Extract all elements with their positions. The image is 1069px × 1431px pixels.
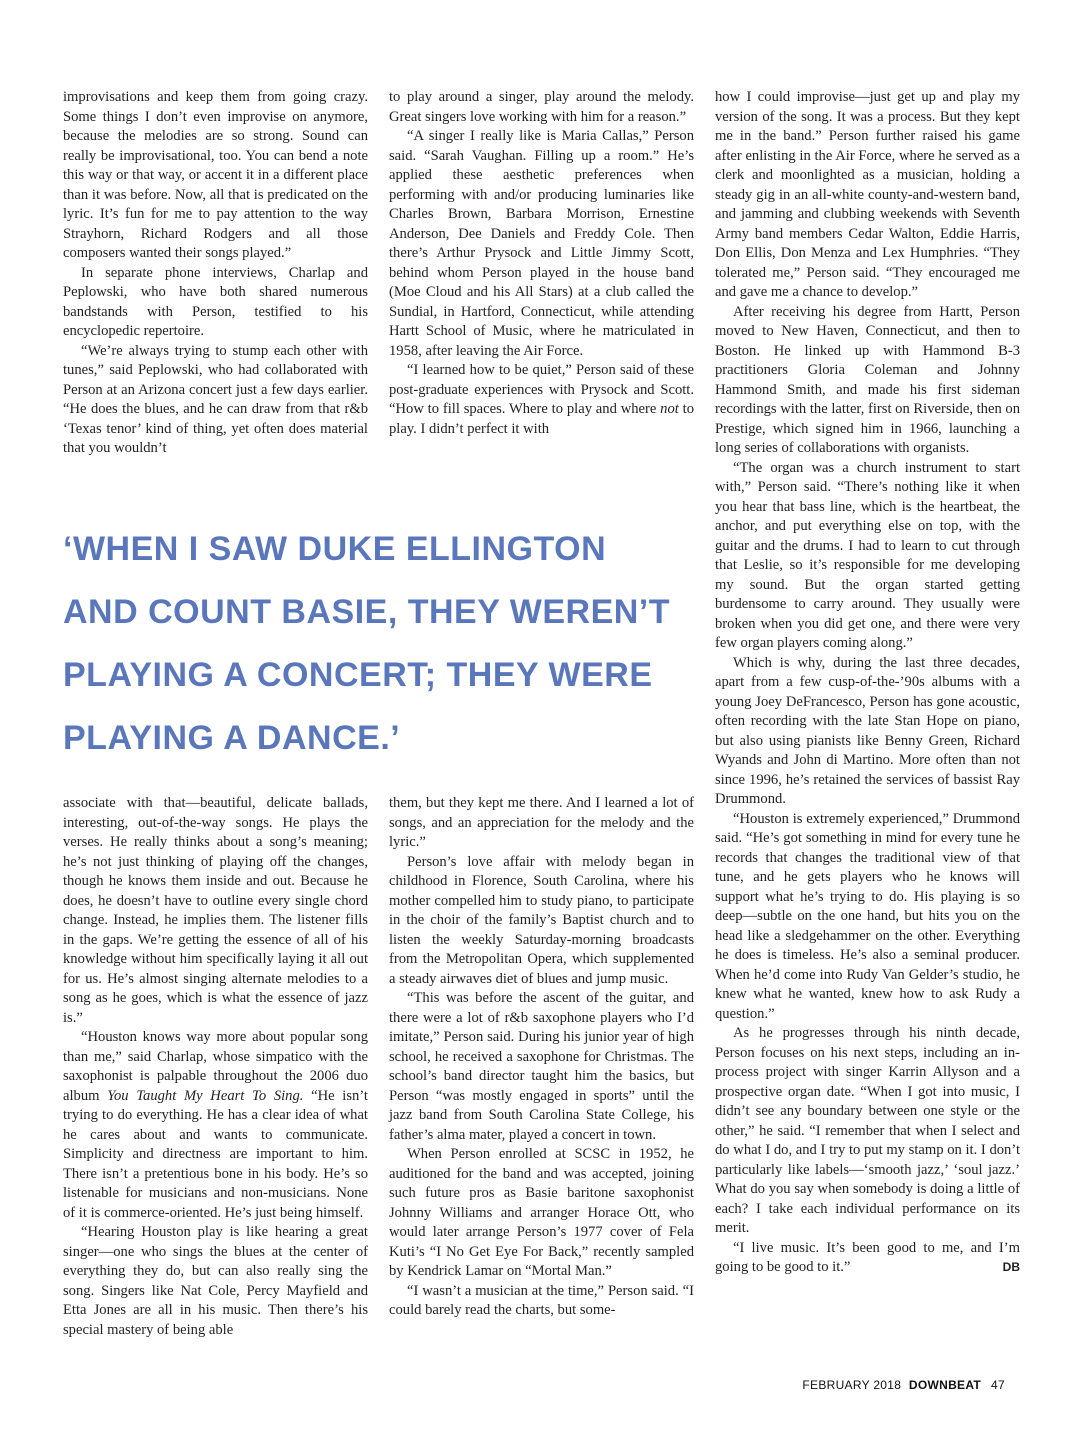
footer-issue-date: FEBRUARY 2018 [802, 1378, 902, 1392]
body-text: “Houston knows way more about popular song than me,” said Charlap, whose simpatico with the saxophonist is palpable throughout the 2006 duo album [63, 1029, 368, 1104]
body-text: improvisations and keep them from going crazy. Some things I don’t even improvise on anymore, because the melodies are so strong. Sound can really be improvisational, too. You can bend a note this way or that way, or accent it in a different place than it was before. Now, all that is predicated on the lyric. It’s fun for me to pay attention to the way Strayhorn, Richard Rodgers and all those composers wanted their songs played.” [63, 89, 368, 261]
column-2-upper [389, 88, 694, 488]
column-2-lower [389, 794, 694, 1340]
body-text: “A singer I really like is Maria Callas,” Person said. “Sarah Vaughan. Filling up a room.” He’s applied these aesthetic preferences when performing with and/or producing luminaries like Charles Brown, Barbara Morrison, Ernestine Anderson, Dee Daniels and Freddy Cole. Then there’s Arthur Prysock and Little Jimmy Scott, behind whom Person played in the house band (Moe Cloud and his All Stars) at a club called the Sundial, in Hartford, Connecticut, while attending Hartt School of Music, where he matriculated in 1958, after leaving the Air Force. [389, 128, 694, 359]
paragraph [715, 1239, 1020, 1278]
paragraph [63, 794, 368, 1028]
body-text: “I live music. It’s been good to me, and I’m going to be good to it.” [715, 1239, 1020, 1275]
paragraph [389, 361, 694, 439]
column-1-lower [63, 794, 368, 1340]
paragraph [715, 303, 1020, 459]
paragraph [389, 989, 694, 1145]
body-text: In separate phone interviews, Charlap and Peplowski, who have both shared numerous bandstands with Person, testified to his encyclopedic repertoire. [63, 264, 368, 339]
paragraph [389, 1145, 694, 1282]
body-text: associate with that—beautiful, delicate ballads, interesting, out-of-the-way songs. He plays the verses. He really thinks about a song’s meaning; he’s not just thinking of playing off the changes, though he knows them inside and out. Because he does, he doesn’t have to outline every single chord change. Instead, he implies them. The listener fills in the gaps. We’re getting the essence of all of his knowledge without him specifically laying it all out for us. He’s almost singing alternate melodies to a song as he goes, which is what the essence of jazz is.” [63, 795, 368, 1026]
paragraph [63, 1028, 368, 1223]
paragraph [715, 810, 1020, 1025]
article-body [63, 88, 1020, 1340]
article-end-mark: DB [1002, 1260, 1020, 1274]
paragraph [715, 654, 1020, 810]
italic-text: not [660, 401, 679, 417]
footer-magazine-name: DOWNBEAT [908, 1378, 982, 1392]
body-text: “The organ was a church instrument to start with,” Person said. “There’s nothing like it when you hear that bass line, which is the heartbeat, the anchor, and put everything else on top, with the guitar and the drums. I had to learn to cut through that Leslie, so it’s responsible for me developing my sound. But the organ started getting burdensome to carry around. They usually were broken when you did get one, and there were very few organ players coming along.” [715, 459, 1020, 651]
paragraph [715, 1024, 1020, 1239]
paragraph [389, 1282, 694, 1321]
body-text: how I could improvise—just get up and play my version of the song. It was a process. But they kept me in the band.” Person further raised his game after enlisting in the Air Force, where he served as a clerk and moonlighted as a musician, holding a steady gig in an all-white county-and-western band, and jamming and clubbing weekends with Seventh Army band members Cedar Walton, Eddie Harris, Don Ellis, Don Menza and Lex Humphries. “They tolerated me,” Person said. “They encouraged me and gave me a chance to develop.” [715, 89, 1020, 300]
paragraph [715, 459, 1020, 654]
column-3 [715, 88, 1020, 1340]
body-text: “I wasn’t a musician at the time,” Person said. “I could barely read the charts, but some- [389, 1282, 694, 1318]
body-text: “Houston is extremely experienced,” Drummond said. “He’s got something in mind for every tune he records that changes the traditional view of that tune, and he gets players who he knows will support what he’s trying to do. His playing is so deep—subtle on the one hand, but hits you on the head like a sledgehammer on the other. Everything he does is timeless. He’s also a seminal producer. When he’d come into Rudy Van Gelder’s studio, he knew what he wanted, knew how to ask Rudy a question.” [715, 810, 1020, 1022]
body-text: As he progresses through his ninth decade, Person focuses on his next steps, including an in-process project with singer Karrin Allyson and a prospective organ date. “When I got into music, I didn’t see any boundary between one style or the other,” he said. “I remember that when I select and do what I do, and I try to put my stamp on it. I don’t particularly like labels—‘smooth jazz,’ ‘soul jazz.’ What do you say when somebody is doing a little of each? I take each individual performance on its merit. [715, 1025, 1020, 1236]
pull-quote [63, 518, 694, 770]
pull-quote-line: PLAYING A DANCE.’ [63, 719, 401, 757]
paragraph [715, 88, 1020, 303]
body-text: When Person enrolled at SCSC in 1952, he auditioned for the band and was accepted, joining such future pros as Basie baritone saxophonist Johnny Williams and arranger Horace Ott, who would later arrange Person’s 1977 cover of Fela Kuti’s “I No Get Eye For Back,” recently sampled by Kendrick Lamar on “Mortal Man.” [389, 1146, 694, 1279]
paragraph [389, 88, 694, 127]
body-text: “This was before the ascent of the guitar, and there were a lot of r&b saxophone players who I’d imitate,” Person said. During his junior year of high school, he received a saxophone for Christmas. The school’s band director taught him the basics, but Person “was mostly engaged in sports” until the jazz band from South Carolina State College, his father’s alma mater, played a concert in town. [389, 990, 694, 1143]
paragraph [389, 794, 694, 853]
body-text: Person’s love affair with melody began in childhood in Florence, South Carolina, where his mother compelled him to study piano, to participate in the choir of the family’s Baptist church and to listen the weekly Saturday-morning broadcasts from the Metropolitan Opera, which supplemented a steady airwaves diet of blues and jump music. [389, 853, 694, 987]
pull-quote-line: PLAYING A CONCERT; THEY WERE [63, 656, 653, 694]
body-text: Which is why, during the last three decades, apart from a few cusp-of-the-’90s albums with a young Joey DeFrancesco, Person has gone acoustic, often recording with the late Stan Hope on piano, but also using pianists like Benny Green, Richard Wyands and John di Martino. More often than not since 1996, he’s retained the services of bassist Ray Drummond. [715, 654, 1020, 807]
column-1-upper [63, 88, 368, 488]
paragraph [63, 264, 368, 342]
pull-quote-line: AND COUNT BASIE, THEY WEREN’T [63, 593, 671, 631]
paragraph [389, 127, 694, 361]
page-footer [802, 1378, 1005, 1392]
paragraph [389, 853, 694, 990]
pull-quote-line: ‘WHEN I SAW DUKE ELLINGTON [63, 530, 607, 568]
body-text: “I learned how to be quiet,” Person said of these post-graduate experiences with Prysock and Scott. “How to fill spaces. Where to play and where [389, 362, 694, 417]
body-text: “He isn’t trying to do everything. He has a clear idea of what he cares about and wants to communicate. Simplicity and directness are important to him. There isn’t a pretentious bone in his body. He’s so listenable for musicians and non-musicians. None of it is commerce-oriented. He’s just being himself. [63, 1087, 368, 1221]
body-text: “We’re always trying to stump each other with tunes,” said Peplowski, who had collaborated with Person at an Arizona concert just a few days earlier. “He does the blues, and he can draw from that r&b ‘Texas tenor’ kind of thing, yet often does material that you wouldn’t [63, 342, 368, 456]
paragraph [63, 1223, 368, 1340]
footer-page-number: 47 [991, 1378, 1005, 1392]
italic-text: You Taught My Heart To Sing. [107, 1087, 304, 1104]
body-text: After receiving his degree from Hartt, Person moved to New Haven, Connecticut, and then to Boston. He linked up with Hammond B-3 practitioners Gloria Coleman and Johnny Hammond Smith, and made his first sideman recordings with the latter, first on Riverside, then on Prestige, which signed him in 1966, launching a long series of collaborations with organists. [715, 303, 1021, 456]
paragraph [63, 342, 368, 459]
body-text: to play. I didn’t perfect it with [389, 401, 694, 437]
body-text: them, but they kept me there. And I learned a lot of songs, and an appreciation for the melody and the lyric.” [389, 795, 694, 850]
body-text: “Hearing Houston play is like hearing a great singer—one who sings the blues at the center of everything they do, but can also really sing the song. Singers like Nat Cole, Percy Mayfield and Etta Jones are all in his music. Then there’s his special mastery of being able [63, 1224, 368, 1338]
paragraph [63, 88, 368, 264]
body-text: to play around a singer, play around the melody. Great singers love working with him for a reason.” [389, 89, 694, 125]
